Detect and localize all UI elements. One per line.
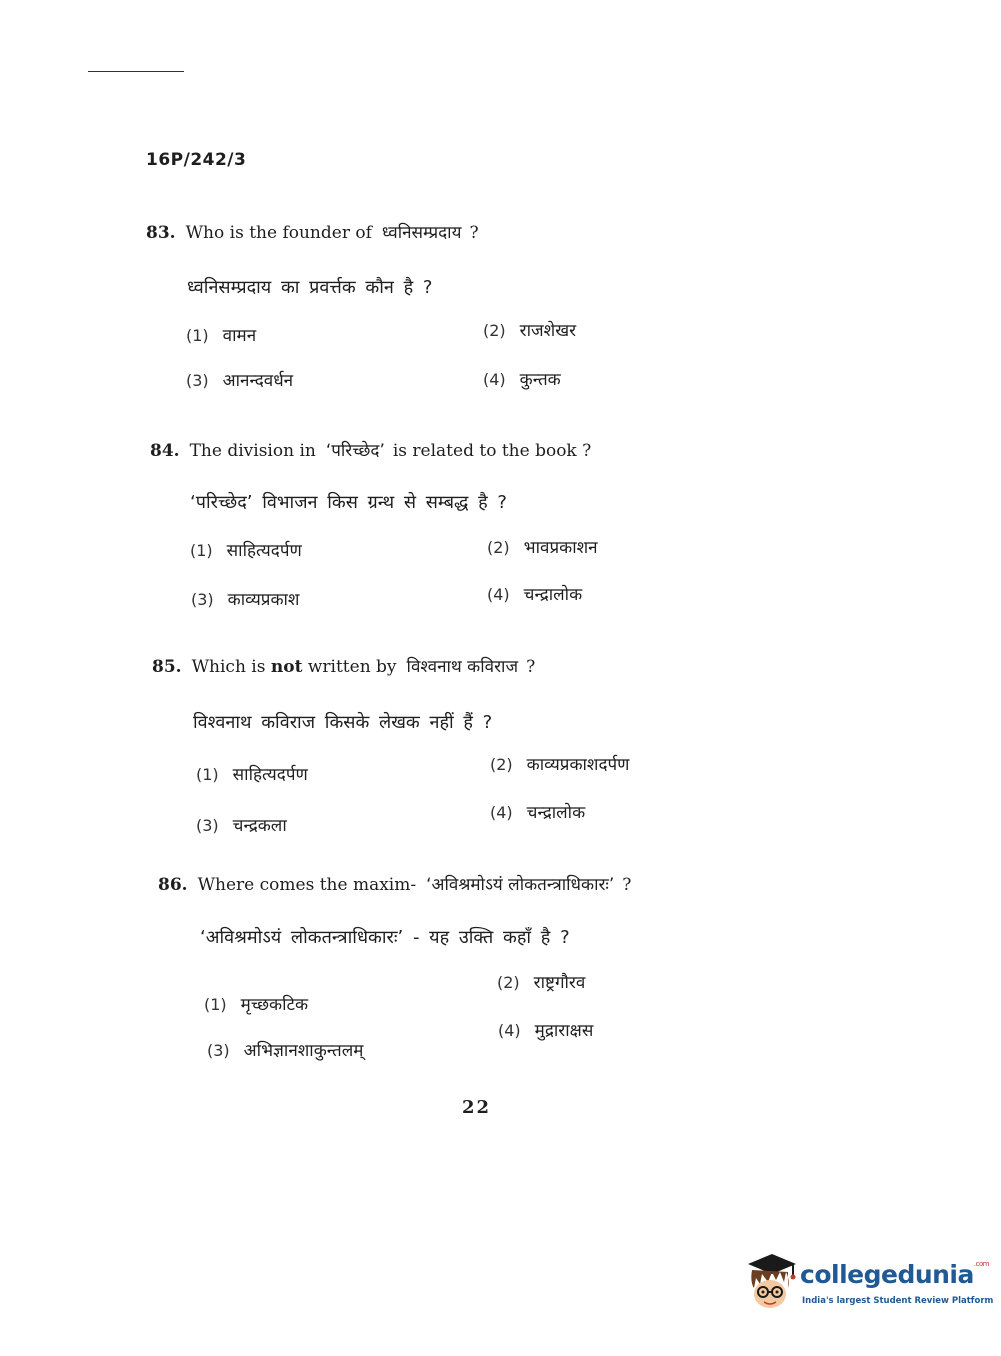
question-term: विश्वनाथ कविराज — [406, 657, 519, 677]
question-86-hindi: ‘अविश्रमोऽयं लोकतन्त्राधिकारः’ - यह उक्ति कहाँ है ? — [200, 927, 570, 948]
option — [196, 813, 287, 836]
question-text: Who is the founder of — [185, 223, 372, 243]
question-suffix: is related to the book ? — [392, 441, 592, 461]
option-number: (3) — [191, 590, 214, 609]
option-text: अभिज्ञानशाकुन्तलम् — [243, 1041, 364, 1061]
paper-code: 16P/242/3 — [146, 150, 247, 170]
option-text: काव्यप्रकाश — [227, 590, 300, 610]
question-suffix: ? — [469, 223, 479, 243]
option-number: (4) — [498, 1021, 521, 1040]
option-number: (2) — [483, 321, 506, 340]
question-86-english — [158, 872, 631, 895]
option-number: (1) — [186, 326, 209, 345]
question-85-hindi: विश्वनाथ कविराज किसके लेखक नहीं हैं ? — [193, 712, 493, 733]
option-number: (4) — [487, 585, 510, 604]
option-number: (1) — [196, 765, 219, 784]
option — [487, 582, 582, 605]
logo-brand: collegedunia — [800, 1260, 974, 1289]
logo-wordmark — [800, 1260, 989, 1289]
question-emphasis: not — [270, 657, 303, 677]
option — [497, 970, 585, 993]
question-text-mid: written by — [307, 657, 397, 677]
option-text: मृच्छकटिक — [240, 995, 309, 1015]
option-number: (3) — [186, 371, 209, 390]
option-number: (2) — [490, 755, 513, 774]
option — [487, 535, 598, 558]
option-number: (1) — [204, 995, 227, 1014]
option — [490, 752, 629, 775]
question-83-english — [146, 220, 479, 243]
option — [196, 762, 308, 785]
option — [483, 367, 561, 390]
question-suffix: ? — [526, 657, 536, 677]
question-number: 83. — [146, 223, 176, 243]
option — [498, 1018, 593, 1041]
question-term: ‘अविश्रमोऽयं लोकतन्त्राधिकारः’ — [426, 875, 615, 895]
page-number: 22 — [462, 1097, 492, 1118]
option-text: चन्द्रकला — [232, 816, 287, 836]
option — [190, 538, 302, 561]
option-text: चन्द्रालोक — [523, 585, 583, 605]
option — [191, 587, 300, 610]
logo-tagline: India's largest Student Review Platform — [802, 1296, 994, 1306]
option-text: भावप्रकाशन — [523, 538, 598, 558]
option — [204, 992, 308, 1015]
question-term: ‘परिच्छेद’ — [325, 441, 385, 461]
question-text: Where comes the maxim- — [197, 875, 417, 895]
option-number: (4) — [483, 370, 506, 389]
option-text: राष्ट्रगौरव — [533, 973, 586, 993]
question-number: 85. — [152, 657, 182, 677]
question-text: The division in — [189, 441, 316, 461]
question-85-english — [152, 654, 535, 677]
option-text: आनन्दवर्धन — [222, 371, 294, 391]
option — [186, 323, 256, 346]
question-term: ध्वनिसम्प्रदाय — [381, 223, 462, 243]
option-text: चन्द्रालोक — [526, 803, 586, 823]
question-84-hindi: ‘परिच्छेद’ विभाजन किस ग्रन्थ से सम्बद्ध है ? — [190, 492, 507, 513]
option-number: (1) — [190, 541, 213, 560]
option-text: साहित्यदर्पण — [226, 541, 302, 561]
option — [186, 368, 293, 391]
option-number: (3) — [207, 1041, 230, 1060]
option-number: (4) — [490, 803, 513, 822]
question-84-english — [150, 438, 591, 461]
option-text: कुन्तक — [519, 370, 561, 390]
option-text: साहित्यदर्पण — [232, 765, 308, 785]
option — [490, 800, 585, 823]
option — [207, 1038, 363, 1061]
option-number: (2) — [497, 973, 520, 992]
question-number: 84. — [150, 441, 180, 461]
graduate-mascot-icon — [742, 1250, 798, 1312]
option-number: (2) — [487, 538, 510, 557]
question-number: 86. — [158, 875, 188, 895]
option-text: राजशेखर — [519, 321, 577, 341]
top-rule — [88, 71, 184, 72]
option — [483, 318, 576, 341]
logo-domain-suffix: .com — [973, 1260, 990, 1268]
option-text: मुद्राराक्षस — [534, 1021, 594, 1041]
question-suffix: ? — [622, 875, 632, 895]
question-text: Which is — [191, 657, 266, 677]
collegedunia-watermark — [742, 1250, 994, 1314]
option-text: काव्यप्रकाशदर्पण — [526, 755, 630, 775]
option-number: (3) — [196, 816, 219, 835]
question-83-hindi: ध्वनिसम्प्रदाय का प्रवर्त्तक कौन है ? — [187, 277, 433, 298]
option-text: वामन — [222, 326, 257, 346]
